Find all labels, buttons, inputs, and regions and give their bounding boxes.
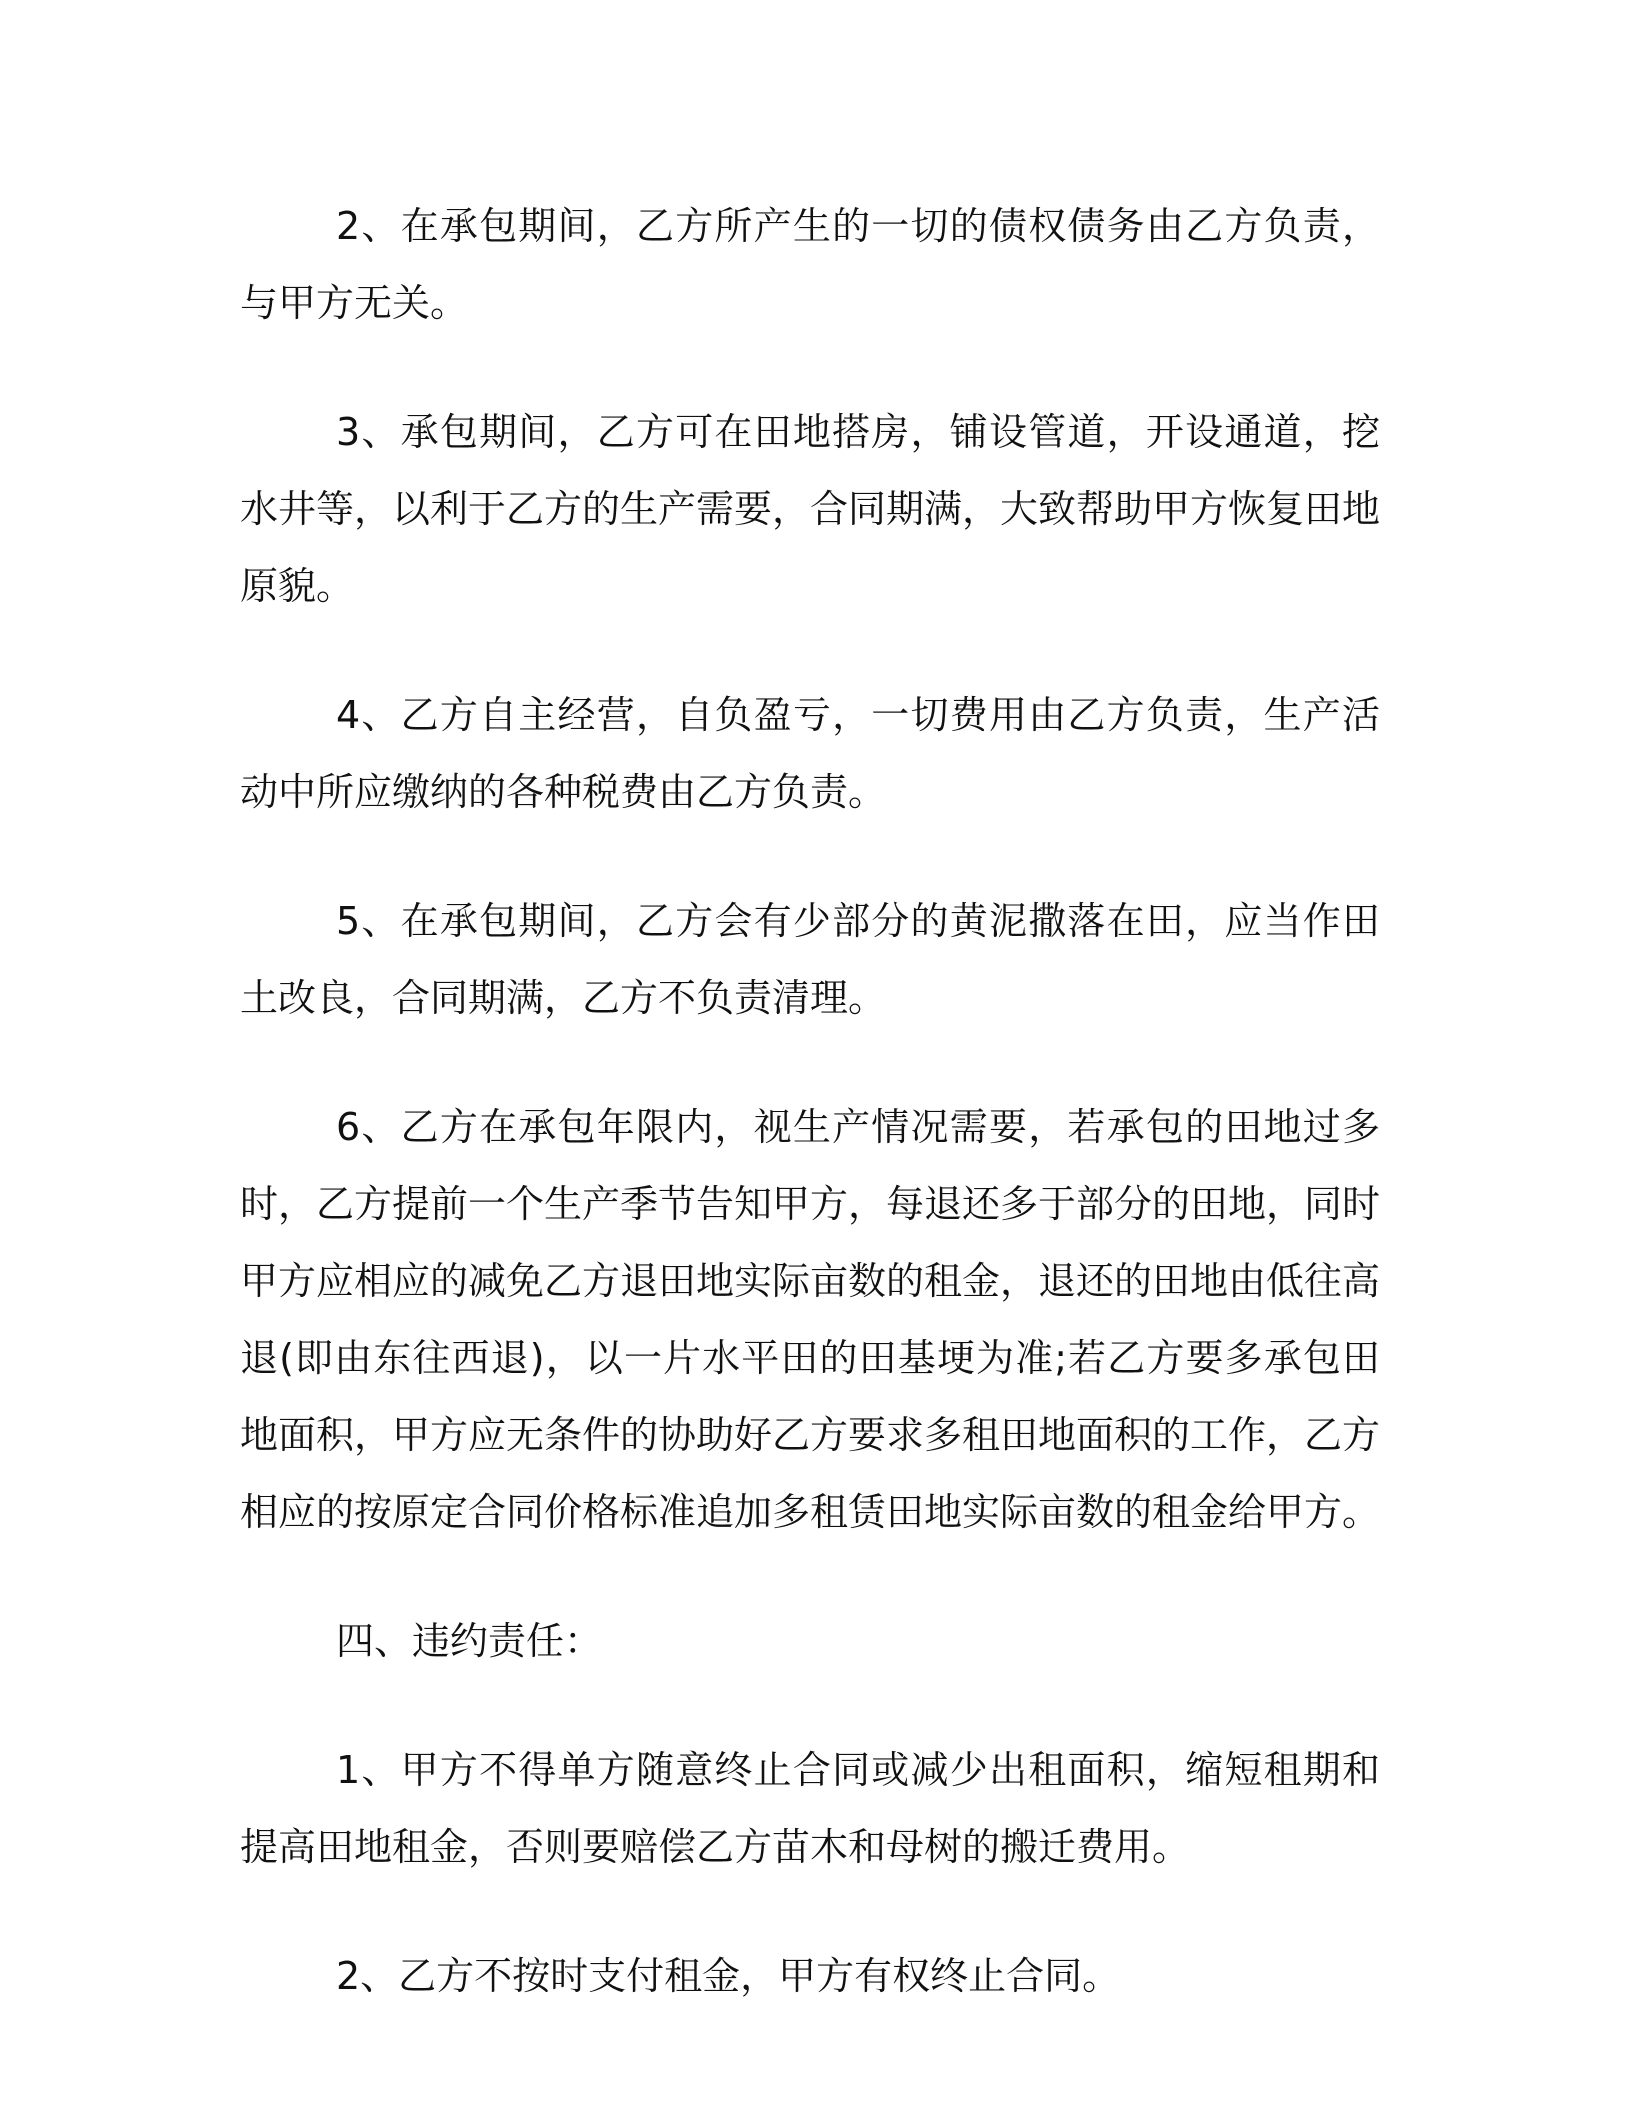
clause-4-self-operation: 4、乙方自主经营，自负盈亏，一切费用由乙方负责，生产活动中所应缴纳的各种税费由乙方负责。 <box>240 693 1380 814</box>
clause-5-clay-soil: 5、在承包期间，乙方会有少部分的黄泥撒落在田，应当作田土改良，合同期满，乙方不负责清理。 <box>240 899 1380 1020</box>
clause-3-construction: 3、承包期间，乙方可在田地搭房，铺设管道，开设通道，挖水井等，以利于乙方的生产需要，合同期满，大致帮助甲方恢复田地原貌。 <box>240 410 1381 608</box>
document-body <box>240 188 1380 2067</box>
clause-6-land-return: 6、乙方在承包年限内，视生产情况需要，若承包的田地过多时，乙方提前一个生产季节告知甲方，每退还多于部分的田地，同时甲方应相应的减免乙方退田地实际亩数的租金，退还的田地由低往高退(即由东往西退)，以一片水平田的田基埂为准;若乙方要多承包田地面积，甲方应无条件的协助好乙方要求多租田地面积的工作，乙方相应的按原定合同价格标准追加多租赁田地实际亩数的租金给甲方。 <box>240 1105 1381 1534</box>
breach-clause-2: 2、乙方不按时支付租金，甲方有权终止合同。 <box>336 1954 1121 1998</box>
clause-2-liability: 2、在承包期间，乙方所产生的一切的债权债务由乙方负责，与甲方无关。 <box>240 204 1380 325</box>
breach-clause-1: 1、甲方不得单方随意终止合同或减少出租面积，缩短租期和提高田地租金，否则要赔偿乙方苗木和母树的搬迁费用。 <box>240 1748 1380 1869</box>
section-heading-breach: 四、违约责任： <box>336 1619 603 1663</box>
